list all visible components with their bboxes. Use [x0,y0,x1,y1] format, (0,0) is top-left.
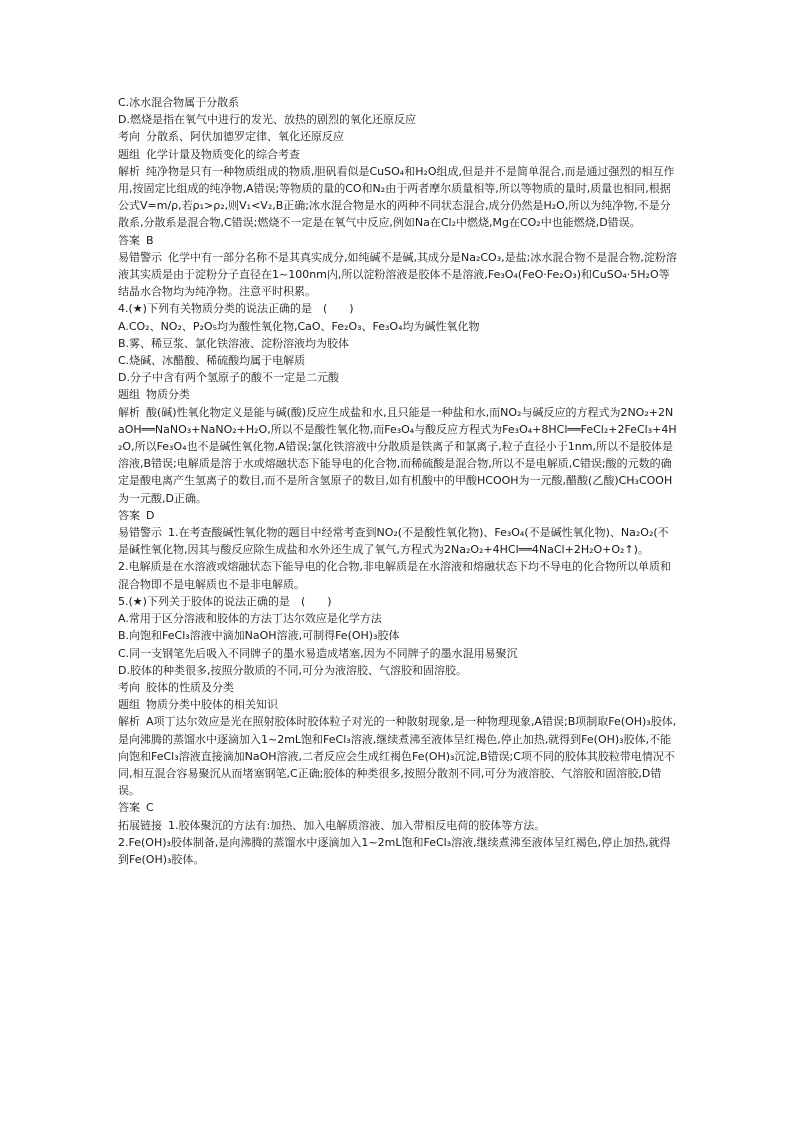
jiexi-text: A项丁达尔效应是光在照射胶体时胶体粒子对光的一种散射现象,是一种物理现象,A错误;B项制取Fe(OH)₃胶体,是向沸腾的蒸馏水中逐滴加入1~2mL饱和FeCl₃溶液,继续煮沸至液体呈红褐色,停止加热,就得到Fe(OH)₃胶体,不能向饱和FeCl₃溶液直接滴加NaOH溶液,二者反应会生成红褐色Fe(OH)₃沉淀,B错误;C项不同的胶体其胶粒带电情况不同,相互混合容易聚沉从而堵塞钢笔,C正确;胶体的种类很多,按照分散剂不同,可分为液溶胶、气溶胶和固溶胶,D错误。 [118,715,677,798]
q4-option-c: C.烧碱、冰醋酸、稀硫酸均属于电解质 [118,354,306,368]
q3-option-c: C.冰水混合物属于分散系 [118,96,240,109]
jiexi-label: 解析 [118,164,140,178]
q5-kaoxiang [118,679,678,696]
tizu-label: 题组 [118,388,140,402]
kaoxiang-label: 考向 [118,130,140,144]
q4-warn-2: 2.电解质是在水溶液或熔融状态下能导电的化合物,非电解质是在水溶液和熔融状态下均不导电的化合物所以单质和混合物即不是电解质也不是非电解质。 [118,560,671,591]
q4-option-b: B.雾、稀豆浆、氯化铁溶液、淀粉溶液均为胶体 [118,336,350,350]
document-page [118,94,678,868]
answer-label: 答案 [118,233,140,247]
warn-label: 易错警示 [118,526,162,540]
warn-label: 易错警示 [118,250,162,264]
q4-option-a: A.CO₂、NO₂、P₂O₅均为酸性氧化物,CaO、Fe₂O₃、Fe₃O₄均为碱性氧化物 [118,319,480,333]
q3-option-d: D.燃烧是指在氧气中进行的发光、放热的剧烈的氧化还原反应 [118,113,416,127]
q5-option-b: B.向饱和FeCl₃溶液中滴加NaOH溶液,可制得Fe(OH)₃胶体 [118,629,400,643]
q5-stem: 5.(★)下列关于胶体的说法正确的是 ( ) [118,594,332,608]
q5-option-a: A.常用于区分溶液和胶体的方法丁达尔效应是化学方法 [118,612,382,626]
warn-text-1: 1.在考查酸碱性氧化物的题目中经常考查到NO₂(不是酸性氧化物)、Fe₃O₄(不是碱性氧化物)、Na₂O₂(不是碱性氧化物,因其与酸反应除生成盐和水外还生成了氧气,方程式为2Na₂O₂+4HCl══4NaCl+2H₂O+O₂↑)。 [118,526,669,557]
jiexi-text: 纯净物是只有一种物质组成的物质,胆矾看似是CuSO₄和H₂O组成,但是并不是简单混合,而是通过强烈的相互作用,按固定比组成的纯净物,A错误;等物质的量的CO和N₂由于两者摩尔质量相等,所以等物质的量时,质量也相同,根据公式V=m/ρ,若ρ₁>ρ₂,则V₁<V₂,B正确;冰水混合物是水的两种不同状态混合,成分仍然是H₂O,所以为纯净物,不是分散系,分散系是混合物,C错误;燃烧不一定是在氧气中反应,例如Na在Cl₂中燃烧,Mg在CO₂中也能燃烧,D错误。 [118,164,675,230]
q5-option-d: D.胶体的种类很多,按照分散质的不同,可分为液溶胶、气溶胶和固溶胶。 [118,663,467,677]
q5-jiexi [118,713,678,799]
q5-answer [118,799,678,816]
q3-answer [118,232,678,249]
q5-tizu [118,696,678,713]
q4-answer [118,507,678,524]
q4-tizu [118,386,678,403]
jiexi-label: 解析 [118,715,140,729]
ext-text-1: 1.胶体聚沉的方法有:加热、加入电解质溶液、加入带相反电荷的胶体等方法。 [168,818,546,832]
tizu-text: 物质分类 [146,388,190,402]
answer-text: D [146,508,155,522]
q3-jiexi [118,163,678,232]
kaoxiang-text: 胶体的性质及分类 [146,680,234,694]
tizu-label: 题组 [118,698,140,712]
q3-kaoxiang [118,128,678,145]
kaoxiang-text: 分散系、阿伏加德罗定律、氧化还原反应 [146,130,344,144]
q4-stem: 4.(★)下列有关物质分类的说法正确的是 ( ) [118,302,354,316]
answer-text: C [146,801,154,815]
q3-warn [118,249,678,301]
tizu-text: 物质分类中胶体的相关知识 [146,698,278,712]
q5-ext-1 [118,817,678,834]
jiexi-text: 酸(碱)性氧化物定义是能与碱(酸)反应生成盐和水,且只能是一种盐和水,而NO₂与碱反应的方程式为2NO₂+2NaOH══NaNO₃+NaNO₂+H₂O,所以不是酸性氧化物,而Fe₃O₄与酸反应方程式为Fe₃O₄+8HCl══FeCl₂+2FeCl₃+4H₂O,所以Fe₃O₄也不是碱性氧化物,A错误;氯化铁溶液中分散质是铁离子和氯离子,粒子直径小于1nm,所以不是胶体是溶液,B错误;电解质是溶于水或熔融状态下能导电的化合物,而稀硫酸是混合物,所以不是电解质,C错误;酸的元数的确定是酸电离产生氢离子的数目,而不是所含氢原子的数目,如有机酸中的甲酸HCOOH为一元酸,醋酸(乙酸)CH₃COOH为一元酸,D正确。 [118,405,677,505]
jiexi-label: 解析 [118,405,140,419]
tizu-text: 化学计量及物质变化的综合考查 [146,147,300,161]
tizu-label: 题组 [118,147,140,161]
answer-label: 答案 [118,801,140,815]
q5-option-c: C.同一支钢笔先后吸入不同牌子的墨水易造成堵塞,因为不同牌子的墨水混用易聚沉 [118,646,518,660]
q4-option-d: D.分子中含有两个氢原子的酸不一定是二元酸 [118,371,339,385]
ext-label: 拓展链接 [118,818,162,832]
kaoxiang-label: 考向 [118,680,140,694]
warn-text: 化学中有一部分名称不是其真实成分,如纯碱不是碱,其成分是Na₂CO₃,是盐;冰水混合物不是混合物,淀粉溶液其实质是由于淀粉分子直径在1~100nm内,所以淀粉溶液是胶体不是溶液,Fe₃O₄(FeO·Fe₂O₃)和CuSO₄·5H₂O等结晶水合物均为纯净物。注意平时积累。 [118,250,677,299]
q4-jiexi [118,404,678,507]
answer-text: B [146,233,154,247]
q3-tizu [118,146,678,163]
q5-ext-2: 2.Fe(OH)₃胶体制备,是向沸腾的蒸馏水中逐滴加入1~2mL饱和FeCl₃溶液,继续煮沸至液体呈红褐色,停止加热,就得到Fe(OH)₃胶体。 [118,835,671,866]
answer-label: 答案 [118,508,140,522]
q4-warn-1 [118,524,678,558]
